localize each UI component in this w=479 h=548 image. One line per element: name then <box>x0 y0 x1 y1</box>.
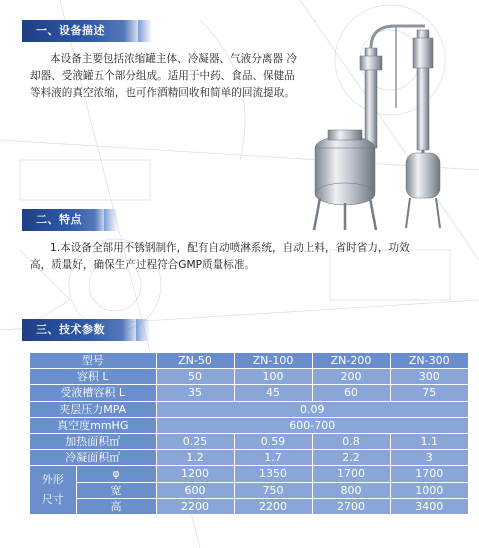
row-label: 宽 <box>76 482 156 498</box>
row-label: φ <box>76 466 156 482</box>
table-row <box>30 498 468 514</box>
table-row <box>30 482 468 498</box>
table-cell: 1000 <box>390 482 468 498</box>
table-cell: 1350 <box>234 466 312 482</box>
table-cell: 45 <box>234 385 312 401</box>
concentrator-illustration <box>300 8 470 233</box>
table-cell: 1700 <box>390 466 468 482</box>
table-cell: 0.09 <box>156 401 468 417</box>
section-heading-description: 一、设备描述 <box>22 20 142 42</box>
table-row <box>30 401 468 417</box>
table-cell: 75 <box>390 385 468 401</box>
table-cell: 1.2 <box>156 450 234 466</box>
table-cell: 600 <box>156 482 234 498</box>
row-label: 冷凝面积㎡ <box>30 450 156 466</box>
row-label: 夹层压力MPA <box>30 401 156 417</box>
table-cell: 0.59 <box>234 433 312 449</box>
features-body: 1.本设备全部用不锈钢制作，配有自动喷淋系统，自动上料，省时省力，功效高，质量好，确保生产过程符合GMP质量标准。 <box>30 242 410 271</box>
table-cell: 300 <box>390 369 468 385</box>
table-cell: 750 <box>234 482 312 498</box>
table-cell: 2.2 <box>312 450 390 466</box>
spec-table <box>30 352 468 515</box>
table-row <box>30 369 468 385</box>
table-cell: 2200 <box>234 498 312 514</box>
row-label: 加热面积㎡ <box>30 433 156 449</box>
table-cell: 1200 <box>156 466 234 482</box>
table-row <box>30 417 468 433</box>
table-cell: 60 <box>312 385 390 401</box>
table-row <box>30 466 468 482</box>
table-cell: 0.25 <box>156 433 234 449</box>
table-cell: 3 <box>390 450 468 466</box>
row-label: 容积 L <box>30 369 156 385</box>
table-cell: 35 <box>156 385 234 401</box>
table-cell: 3400 <box>390 498 468 514</box>
table-cell: 800 <box>312 482 390 498</box>
table-cell: 0.8 <box>312 433 390 449</box>
table-row <box>30 353 468 369</box>
description-text <box>30 51 300 102</box>
model-header: ZN-300 <box>390 353 468 369</box>
section-heading-features: 二、特点 <box>22 209 108 231</box>
table-cell: 50 <box>156 369 234 385</box>
table-cell: 600-700 <box>156 417 468 433</box>
row-label: 受液槽容积 L <box>30 385 156 401</box>
table-cell: 1700 <box>312 466 390 482</box>
features-text <box>30 240 420 274</box>
model-header: ZN-100 <box>234 353 312 369</box>
model-header: ZN-200 <box>312 353 390 369</box>
table-cell: 2200 <box>156 498 234 514</box>
model-label: 型号 <box>30 353 156 369</box>
table-row <box>30 385 468 401</box>
section-heading-specs: 三、技术参数 <box>22 319 140 341</box>
table-cell: 100 <box>234 369 312 385</box>
row-label: 高 <box>76 498 156 514</box>
description-body: 本设备主要包括浓缩罐主体、冷凝器、气液分离器 冷却器、受液罐五个部分组成。适用于中药、食品、保健品等料液的真空浓缩，也可作酒精回收和简单的回流提取。 <box>30 53 298 99</box>
row-label: 真空度mmHG <box>30 417 156 433</box>
table-cell: 200 <box>312 369 390 385</box>
table-row <box>30 450 468 466</box>
table-cell: 1.7 <box>234 450 312 466</box>
table-cell: 2700 <box>312 498 390 514</box>
model-header: ZN-50 <box>156 353 234 369</box>
table-row <box>30 433 468 449</box>
table-cell: 1.1 <box>390 433 468 449</box>
dimension-group-label: 外形 尺寸 <box>30 466 76 515</box>
